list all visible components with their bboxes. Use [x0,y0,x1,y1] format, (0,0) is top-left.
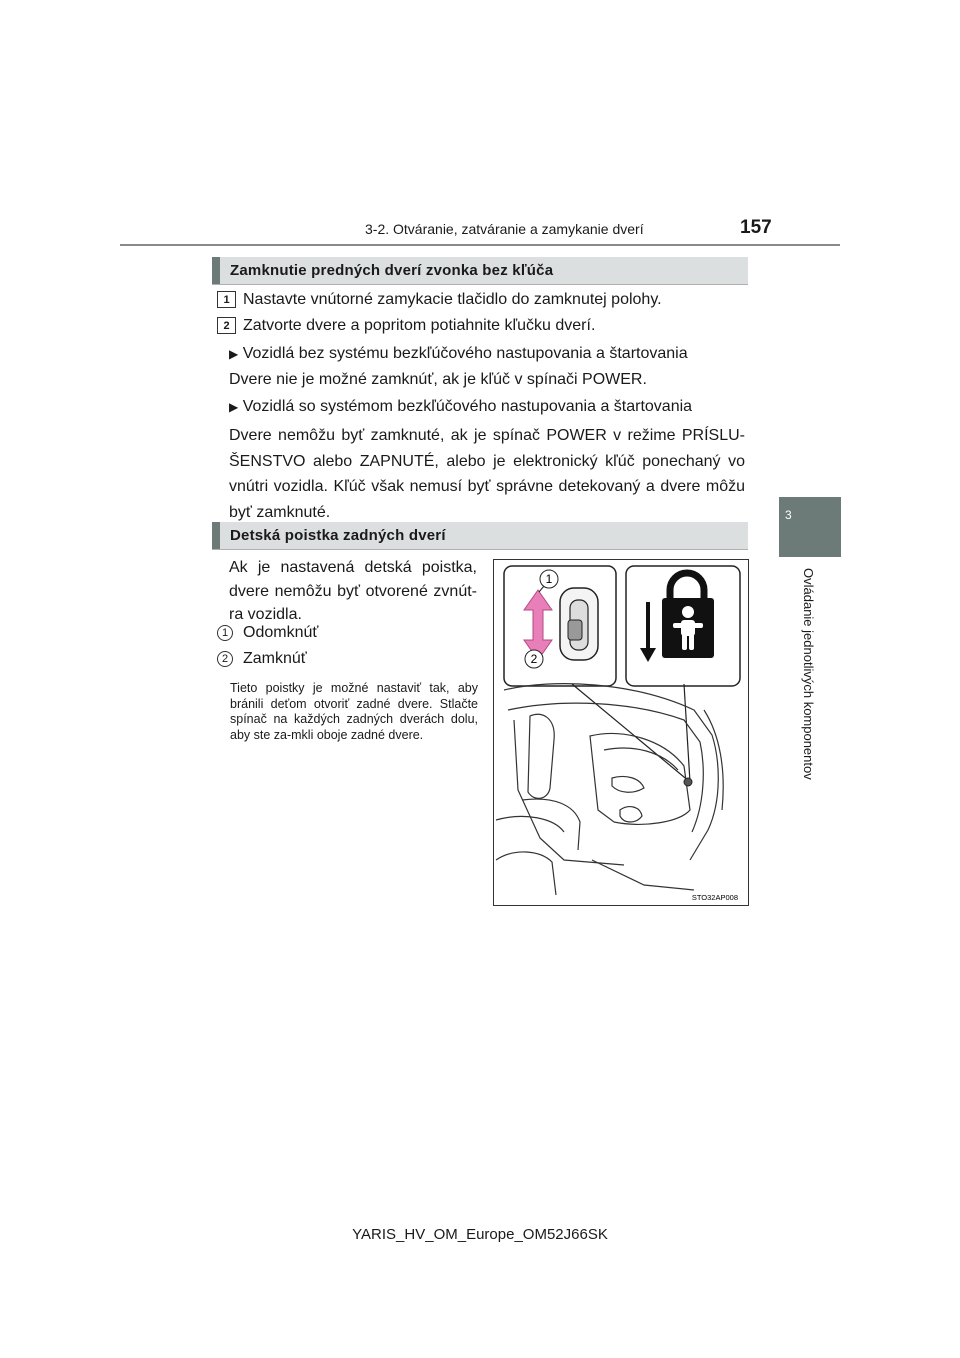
item-text-lock: Zamknúť [243,650,307,667]
child-lock-note: Tieto poistky je možné nastaviť tak, aby bránili deťom otvoriť zadné dvere. Stlačte spínač na každých zadných dverách dolu, aby ste za-mkli oboje zadné dvere. [230,681,478,742]
switch-knob [568,620,582,640]
figure-code: STO32AP008 [691,893,738,902]
header-rule [120,244,840,246]
document-id: YARIS_HV_OM_Europe_OM52J66SK [352,1226,608,1243]
paragraph-no-smart-entry: Dvere nie je možné zamknúť, ak je kľúč v spínači POWER. [229,371,647,388]
chapter-number: 3 [785,508,792,522]
bullet-no-smart-entry [229,345,688,363]
running-header: 3-2. Otváranie, zatváranie a zamykanie dverí [365,221,644,237]
section-rule [212,284,748,285]
child-lock-intro: Ak je nastavená detská poistka, dvere nemôžu byť otvorené zvnút-ra vozidla. [229,559,477,623]
triangle-bullet-icon: ▶ [229,347,239,361]
section-rule [212,549,748,550]
section-heading-child-lock [212,522,748,549]
bullet-with-smart-entry [229,398,692,416]
bullet-text: Vozidlá bez systému bezkľúčového nastupovania a štartovania [242,345,688,362]
step-text-1: Nastavte vnútorné zamykacie tlačidlo do zamknutej polohy. [243,291,662,308]
item-text-unlock: Odomknúť [243,624,319,641]
callout-2: 2 [530,652,538,666]
switch-location-marker [684,778,692,786]
section-heading-lock-without-key [212,257,748,284]
child-lock-illustration [493,559,749,906]
callout-1: 1 [545,572,553,586]
bullet-text: Vozidlá so systémom bezkľúčového nastupovania a štartovania [242,398,693,415]
step-text-2: Zatvorte dvere a popritom potiahnite kľučku dverí. [243,317,596,334]
chapter-tab [779,497,841,557]
section-title: Detská poistka zadných dverí [230,527,446,544]
item-number-2: 2 [217,651,233,667]
step-number-2: 2 [217,317,236,334]
chapter-title-vertical: Ovládanie jednotlivých komponentov [801,568,816,780]
door-illustration [494,560,748,905]
item-number-1: 1 [217,625,233,641]
step-number-1: 1 [217,291,236,308]
page-number: 157 [740,217,772,238]
paragraph-with-smart-entry: Dvere nemôžu byť zamknuté, ak je spínač POWER v režime PRÍSLU-ŠENSTVO alebo ZAPNUTÉ, alebo je elektronický kľúč ponechaný vo vnútri vozidla. Kľúč však nemusí byť správne detekovaný a dvere môžu byť zamknuté. [229,427,745,521]
section-title: Zamknutie predných dverí zvonka bez kľúča [230,262,554,279]
triangle-bullet-icon: ▶ [229,400,239,414]
